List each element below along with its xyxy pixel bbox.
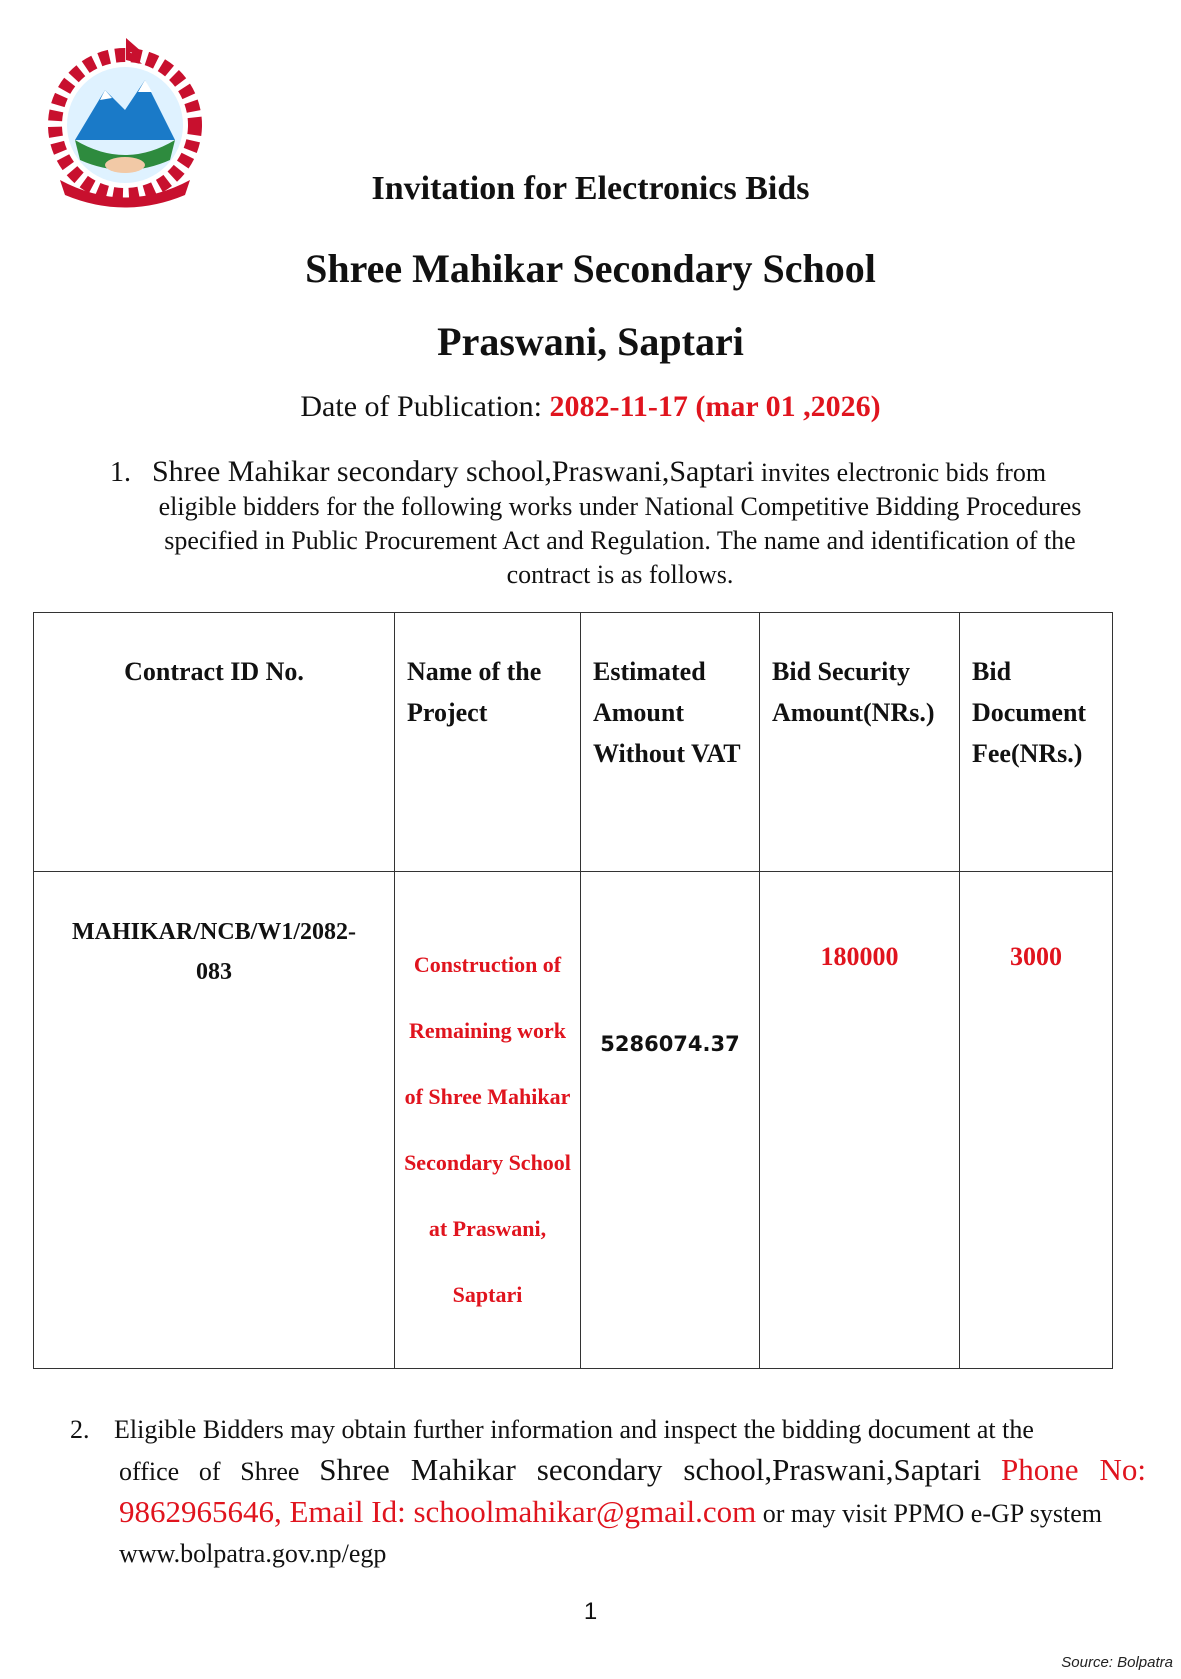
table-header: Bid Security Amount(NRs.) bbox=[760, 613, 960, 872]
para2-office-label: office of Shree bbox=[119, 1457, 300, 1486]
table-header-row bbox=[34, 613, 1113, 872]
page-number: 1 bbox=[583, 1598, 598, 1625]
para1-text: invites electronic bids from bbox=[754, 458, 1047, 487]
para1-line4: contract is as follows. bbox=[506, 560, 734, 589]
school-name-inline: Shree Mahikar secondary school,Praswani,Saptari bbox=[319, 1452, 982, 1487]
contract-id-cell bbox=[34, 872, 395, 1369]
publication-date-value: 2082-11-17 (mar 01 ,2026) bbox=[549, 390, 881, 423]
project-line: Construction of bbox=[413, 952, 562, 977]
school-location: Praswani, Saptari bbox=[437, 319, 744, 364]
para2-egp-text: or may visit PPMO e-GP system bbox=[756, 1499, 1102, 1528]
estimated-amount-cell: 5286074.37 bbox=[581, 872, 760, 1369]
publication-date-label: Date of Publication: bbox=[300, 390, 543, 423]
phone-label: Phone No: bbox=[1001, 1452, 1147, 1487]
table-header: Estimated Amount Without VAT bbox=[581, 613, 760, 872]
paragraph-number: 1. bbox=[110, 457, 131, 488]
para1-line3: specified in Public Procurement Act and Regulation. The name and identification of the bbox=[164, 526, 1076, 555]
contract-id-line: MAHIKAR/NCB/W1/2082- bbox=[72, 919, 356, 945]
paragraph-number: 2. bbox=[70, 1415, 90, 1444]
project-line: at Praswani, bbox=[428, 1216, 547, 1241]
paragraph-1 bbox=[110, 455, 1130, 592]
project-line: Remaining work bbox=[408, 1018, 567, 1043]
school-name-inline: Shree Mahikar secondary school,Praswani,Saptari bbox=[152, 455, 755, 488]
bid-security-cell: 180000 bbox=[760, 872, 960, 1369]
contract-id-line: 083 bbox=[196, 959, 232, 985]
table-row bbox=[34, 872, 1113, 1369]
project-line: of Shree Mahikar bbox=[404, 1084, 571, 1109]
source-credit: Source: Bolpatra bbox=[1061, 1654, 1173, 1671]
egp-url[interactable]: www.bolpatra.gov.np/egp bbox=[119, 1539, 387, 1568]
table-header: Name of the Project bbox=[395, 613, 581, 872]
table-header: Bid Document Fee(NRs.) bbox=[960, 613, 1113, 872]
bid-table bbox=[33, 612, 1113, 1369]
table-header: Contract ID No. bbox=[34, 613, 395, 872]
para1-line2: eligible bidders for the following works under National Competitive Bidding Procedures bbox=[158, 492, 1082, 521]
school-name: Shree Mahikar Secondary School bbox=[305, 246, 876, 291]
email-address[interactable]: , Email Id: schoolmahikar@gmail.com bbox=[274, 1494, 757, 1529]
bid-fee-cell: 3000 bbox=[960, 872, 1113, 1369]
project-name-cell bbox=[395, 872, 581, 1369]
publication-date bbox=[0, 390, 1181, 424]
phone-number[interactable]: 9862965646 bbox=[119, 1494, 274, 1529]
paragraph-2 bbox=[70, 1410, 1146, 1574]
project-line: Secondary School bbox=[404, 1150, 571, 1175]
para2-line1: Eligible Bidders may obtain further information and inspect the bidding document at the bbox=[114, 1415, 1034, 1444]
document-title: Invitation for Electronics Bids bbox=[371, 170, 810, 207]
project-line: Saptari bbox=[452, 1282, 523, 1307]
